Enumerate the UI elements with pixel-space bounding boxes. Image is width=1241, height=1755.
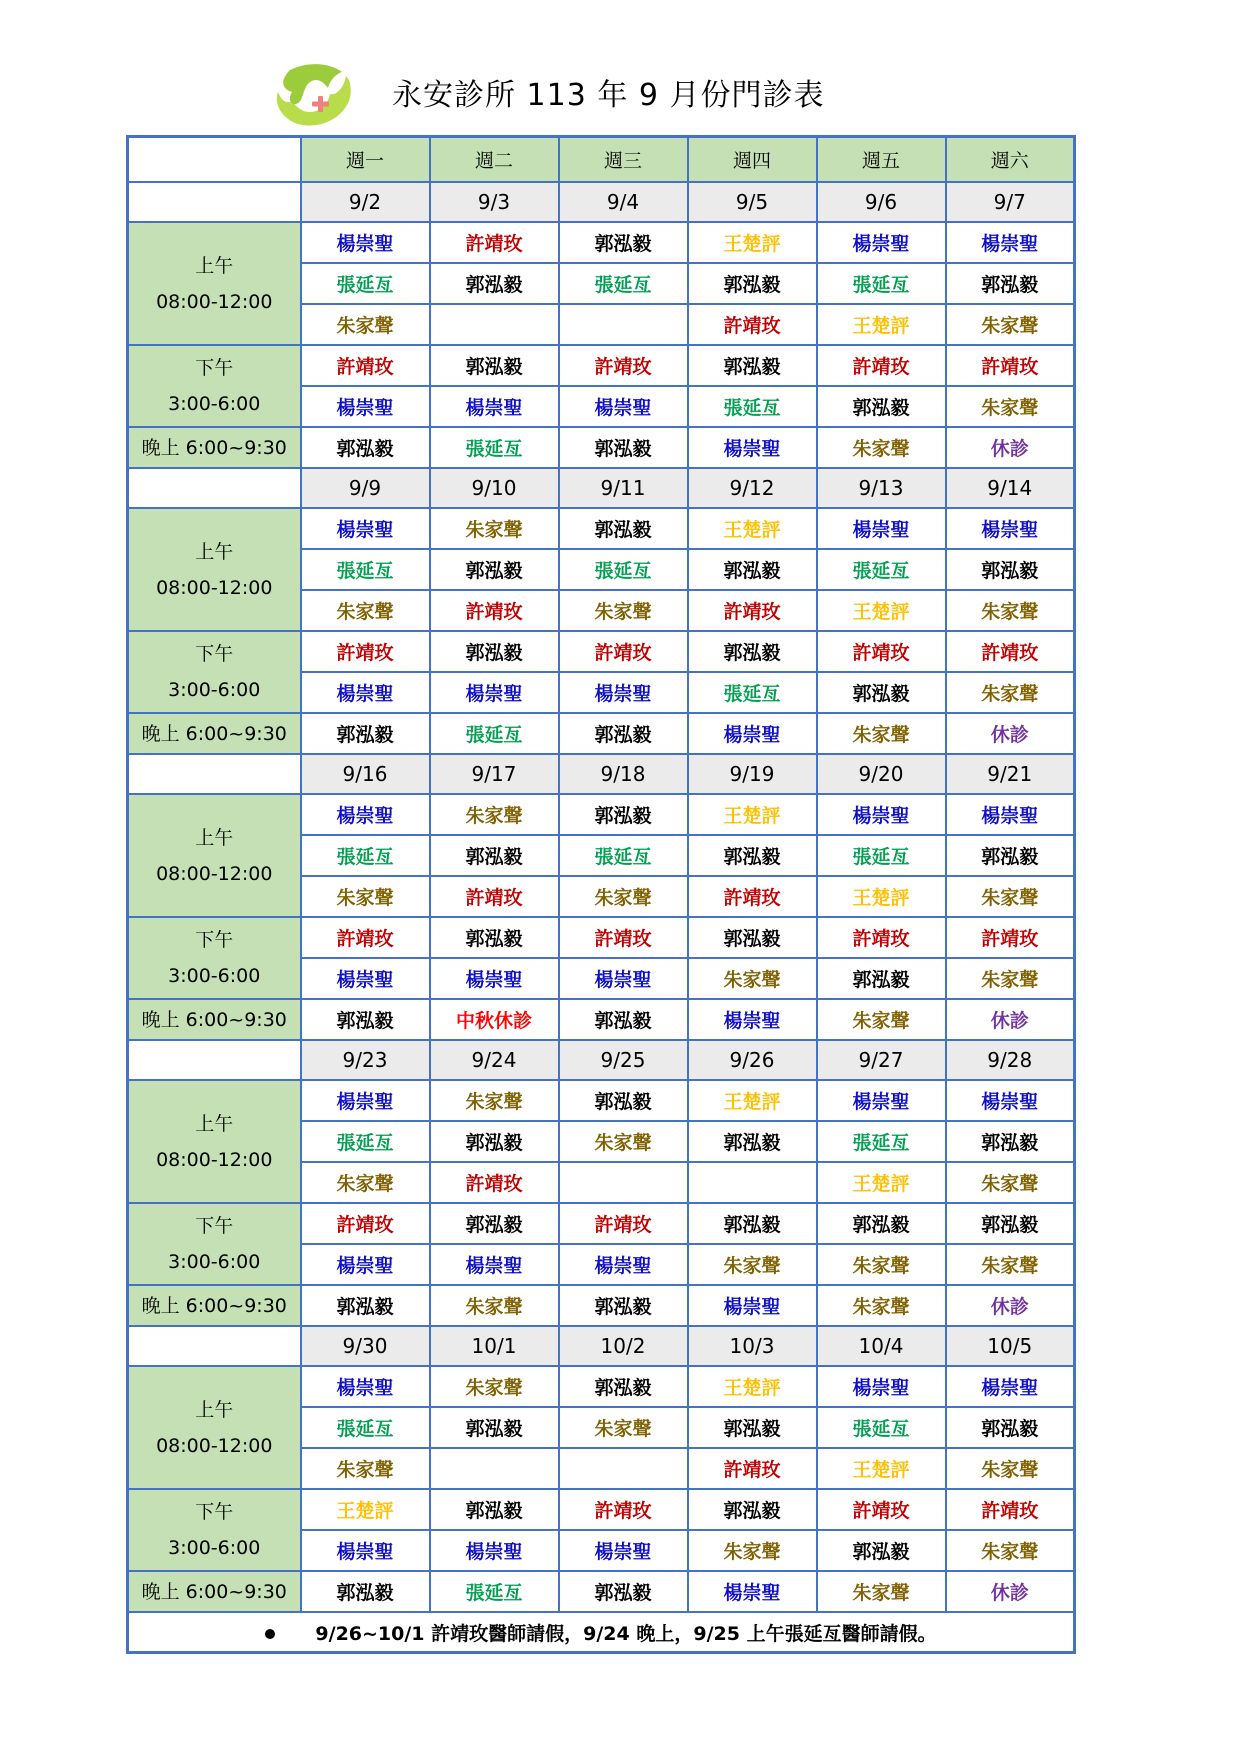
doctor-cell: 郭泓毅 xyxy=(430,835,559,876)
afternoon-time: 3:00-6:00 xyxy=(168,393,261,415)
date-cell: 9/3 xyxy=(430,182,559,222)
date-cell: 9/28 xyxy=(946,1040,1075,1080)
doctor-cell: 郭泓毅 xyxy=(430,1407,559,1448)
doctor-cell: 郭泓毅 xyxy=(559,222,688,263)
doctor-cell: 朱家聲 xyxy=(817,427,946,468)
doctor-cell: 許靖玫 xyxy=(301,1203,430,1244)
evening-slot-label: 晚上 6:00~9:30 xyxy=(128,427,301,468)
schedule-row xyxy=(128,222,1075,263)
doctor-cell: 楊崇聖 xyxy=(817,1080,946,1121)
date-cell: 9/6 xyxy=(817,182,946,222)
date-row xyxy=(128,754,1075,794)
doctor-cell: 郭泓毅 xyxy=(946,1203,1075,1244)
doctor-cell: 郭泓毅 xyxy=(430,1489,559,1530)
morning-time: 08:00-12:00 xyxy=(156,576,273,599)
afternoon-time: 3:00-6:00 xyxy=(168,1537,261,1559)
doctor-cell: 郭泓毅 xyxy=(946,549,1075,590)
doctor-cell: 朱家聲 xyxy=(946,590,1075,631)
doctor-cell: 郭泓毅 xyxy=(946,1121,1075,1162)
doctor-cell: 郭泓毅 xyxy=(430,263,559,304)
doctor-cell: 許靖玫 xyxy=(817,631,946,672)
afternoon-label: 下午 xyxy=(195,643,234,665)
doctor-cell: 楊崇聖 xyxy=(559,1244,688,1285)
afternoon-time: 3:00-6:00 xyxy=(168,679,261,701)
doctor-cell: 楊崇聖 xyxy=(559,1530,688,1571)
bullet-icon xyxy=(265,1629,275,1639)
doctor-cell: 楊崇聖 xyxy=(688,999,817,1040)
doctor-cell: 朱家聲 xyxy=(946,1162,1075,1203)
schedule-row xyxy=(128,1285,1075,1326)
weekday-header-row xyxy=(128,137,1075,183)
morning-time: 08:00-12:00 xyxy=(156,1434,273,1457)
doctor-cell: 許靖玫 xyxy=(430,590,559,631)
doctor-cell: 郭泓毅 xyxy=(301,1571,430,1612)
doctor-cell: 郭泓毅 xyxy=(946,835,1075,876)
date-cell: 9/12 xyxy=(688,468,817,508)
afternoon-label: 下午 xyxy=(195,357,234,379)
doctor-cell: 郭泓毅 xyxy=(430,1121,559,1162)
doctor-cell: 張延亙 xyxy=(301,1407,430,1448)
date-cell: 9/21 xyxy=(946,754,1075,794)
doctor-cell: 郭泓毅 xyxy=(559,1571,688,1612)
doctor-cell: 郭泓毅 xyxy=(301,1285,430,1326)
doctor-cell: 許靖玫 xyxy=(430,1162,559,1203)
date-cell: 9/10 xyxy=(430,468,559,508)
doctor-cell: 朱家聲 xyxy=(301,590,430,631)
doctor-cell: 許靖玫 xyxy=(301,345,430,386)
doctor-cell: 郭泓毅 xyxy=(688,1203,817,1244)
date-cell: 9/23 xyxy=(301,1040,430,1080)
schedule-row xyxy=(128,1571,1075,1612)
doctor-cell: 郭泓毅 xyxy=(688,917,817,958)
doctor-cell: 王楚評 xyxy=(688,222,817,263)
doctor-cell: 楊崇聖 xyxy=(688,1571,817,1612)
corner-cell xyxy=(128,137,301,183)
afternoon-label: 下午 xyxy=(195,1215,234,1237)
doctor-cell: 張延亙 xyxy=(430,427,559,468)
date-cell: 9/20 xyxy=(817,754,946,794)
date-row xyxy=(128,1040,1075,1080)
doctor-cell: 楊崇聖 xyxy=(946,1080,1075,1121)
date-cell: 9/11 xyxy=(559,468,688,508)
weekday-header: 週二 xyxy=(430,137,559,183)
doctor-cell xyxy=(559,304,688,345)
doctor-cell: 許靖玫 xyxy=(688,876,817,917)
doctor-cell: 楊崇聖 xyxy=(817,222,946,263)
doctor-cell: 楊崇聖 xyxy=(559,386,688,427)
doctor-cell: 許靖玫 xyxy=(301,917,430,958)
doctor-cell: 許靖玫 xyxy=(946,1489,1075,1530)
doctor-cell: 許靖玫 xyxy=(559,631,688,672)
footnote-text: 9/26~10/1 許靖玫醫師請假，9/24 晚上，9/25 上午張延亙醫師請假。 xyxy=(315,1622,937,1645)
doctor-cell: 楊崇聖 xyxy=(946,794,1075,835)
weekday-header: 週三 xyxy=(559,137,688,183)
schedule-row xyxy=(128,1080,1075,1121)
doctor-cell: 朱家聲 xyxy=(688,958,817,999)
doctor-cell: 休診 xyxy=(946,1285,1075,1326)
doctor-cell: 郭泓毅 xyxy=(559,427,688,468)
doctor-cell: 張延亙 xyxy=(559,263,688,304)
doctor-cell: 朱家聲 xyxy=(817,713,946,754)
doctor-cell: 朱家聲 xyxy=(946,1244,1075,1285)
doctor-cell: 郭泓毅 xyxy=(559,1366,688,1407)
doctor-cell: 王楚評 xyxy=(817,1162,946,1203)
doctor-cell: 張延亙 xyxy=(301,1121,430,1162)
schedule-row xyxy=(128,713,1075,754)
doctor-cell: 郭泓毅 xyxy=(688,1407,817,1448)
weekday-header: 週六 xyxy=(946,137,1075,183)
footnote-row xyxy=(128,1612,1075,1653)
date-cell: 10/3 xyxy=(688,1326,817,1366)
doctor-cell: 郭泓毅 xyxy=(688,1121,817,1162)
doctor-cell: 朱家聲 xyxy=(559,1121,688,1162)
doctor-cell: 王楚評 xyxy=(688,794,817,835)
doctor-cell: 郭泓毅 xyxy=(817,672,946,713)
morning-slot-label xyxy=(128,222,301,345)
doctor-cell: 許靖玫 xyxy=(688,304,817,345)
doctor-cell: 楊崇聖 xyxy=(301,1244,430,1285)
doctor-cell: 郭泓毅 xyxy=(301,999,430,1040)
date-row-label-cell xyxy=(128,468,301,508)
date-cell: 9/2 xyxy=(301,182,430,222)
date-cell: 10/4 xyxy=(817,1326,946,1366)
morning-slot-label xyxy=(128,794,301,917)
doctor-cell: 許靖玫 xyxy=(559,345,688,386)
afternoon-slot-label xyxy=(128,631,301,713)
doctor-cell: 郭泓毅 xyxy=(559,999,688,1040)
date-cell: 10/1 xyxy=(430,1326,559,1366)
morning-slot-label xyxy=(128,508,301,631)
doctor-cell: 郭泓毅 xyxy=(559,508,688,549)
doctor-cell: 許靖玫 xyxy=(946,631,1075,672)
doctor-cell: 許靖玫 xyxy=(817,1489,946,1530)
doctor-cell: 朱家聲 xyxy=(817,999,946,1040)
page-title: 永安診所 113 年 9 月份門診表 xyxy=(392,78,825,113)
doctor-cell: 朱家聲 xyxy=(817,1244,946,1285)
doctor-cell: 張延亙 xyxy=(301,835,430,876)
doctor-cell: 楊崇聖 xyxy=(301,222,430,263)
date-cell: 9/14 xyxy=(946,468,1075,508)
doctor-cell: 許靖玫 xyxy=(301,631,430,672)
doctor-cell: 楊崇聖 xyxy=(430,958,559,999)
doctor-cell: 許靖玫 xyxy=(817,345,946,386)
doctor-cell: 郭泓毅 xyxy=(559,1285,688,1326)
doctor-cell: 郭泓毅 xyxy=(817,1203,946,1244)
doctor-cell: 楊崇聖 xyxy=(817,1366,946,1407)
doctor-cell: 張延亙 xyxy=(559,835,688,876)
doctor-cell: 王楚評 xyxy=(688,1366,817,1407)
doctor-cell: 王楚評 xyxy=(688,1080,817,1121)
doctor-cell: 朱家聲 xyxy=(946,1530,1075,1571)
doctor-cell: 朱家聲 xyxy=(817,1285,946,1326)
doctor-cell: 郭泓毅 xyxy=(817,1530,946,1571)
doctor-cell: 許靖玫 xyxy=(559,917,688,958)
morning-time: 08:00-12:00 xyxy=(156,290,273,313)
doctor-cell: 楊崇聖 xyxy=(559,672,688,713)
doctor-cell: 郭泓毅 xyxy=(430,345,559,386)
date-cell: 9/9 xyxy=(301,468,430,508)
doctor-cell: 楊崇聖 xyxy=(946,222,1075,263)
doctor-cell: 休診 xyxy=(946,713,1075,754)
doctor-cell: 楊崇聖 xyxy=(301,672,430,713)
morning-time: 08:00-12:00 xyxy=(156,862,273,885)
date-cell: 9/13 xyxy=(817,468,946,508)
doctor-cell: 朱家聲 xyxy=(301,876,430,917)
schedule-row xyxy=(128,1366,1075,1407)
morning-label: 上午 xyxy=(195,254,234,277)
doctor-cell: 郭泓毅 xyxy=(430,917,559,958)
doctor-cell xyxy=(688,1162,817,1203)
doctor-cell: 張延亙 xyxy=(817,835,946,876)
doctor-cell: 許靖玫 xyxy=(946,345,1075,386)
date-row-label-cell xyxy=(128,754,301,794)
doctor-cell xyxy=(559,1162,688,1203)
evening-slot-label: 晚上 6:00~9:30 xyxy=(128,713,301,754)
doctor-cell: 許靖玫 xyxy=(688,590,817,631)
doctor-cell: 郭泓毅 xyxy=(946,1407,1075,1448)
doctor-cell: 許靖玫 xyxy=(946,917,1075,958)
doctor-cell: 許靖玫 xyxy=(430,222,559,263)
date-cell: 9/16 xyxy=(301,754,430,794)
afternoon-time: 3:00-6:00 xyxy=(168,1251,261,1273)
weekday-header: 週四 xyxy=(688,137,817,183)
doctor-cell: 張延亙 xyxy=(817,1121,946,1162)
doctor-cell: 朱家聲 xyxy=(946,304,1075,345)
doctor-cell: 中秋休診 xyxy=(430,999,559,1040)
doctor-cell: 楊崇聖 xyxy=(688,1285,817,1326)
doctor-cell: 郭泓毅 xyxy=(688,263,817,304)
date-cell: 9/17 xyxy=(430,754,559,794)
doctor-cell: 楊崇聖 xyxy=(430,1244,559,1285)
doctor-cell: 朱家聲 xyxy=(430,1285,559,1326)
doctor-cell: 郭泓毅 xyxy=(817,958,946,999)
doctor-cell: 朱家聲 xyxy=(559,590,688,631)
doctor-cell: 朱家聲 xyxy=(430,794,559,835)
doctor-cell xyxy=(430,304,559,345)
doctor-cell: 楊崇聖 xyxy=(301,958,430,999)
doctor-cell: 朱家聲 xyxy=(817,1571,946,1612)
doctor-cell: 朱家聲 xyxy=(430,508,559,549)
doctor-cell: 郭泓毅 xyxy=(559,1080,688,1121)
doctor-cell: 休診 xyxy=(946,999,1075,1040)
date-row-label-cell xyxy=(128,1040,301,1080)
doctor-cell: 楊崇聖 xyxy=(817,794,946,835)
date-cell: 9/26 xyxy=(688,1040,817,1080)
doctor-cell: 楊崇聖 xyxy=(301,1530,430,1571)
doctor-cell: 朱家聲 xyxy=(688,1244,817,1285)
afternoon-label: 下午 xyxy=(195,1501,234,1523)
schedule-row xyxy=(128,1203,1075,1244)
doctor-cell: 許靖玫 xyxy=(817,917,946,958)
doctor-cell: 楊崇聖 xyxy=(946,508,1075,549)
doctor-cell: 許靖玫 xyxy=(430,876,559,917)
footnote-cell xyxy=(128,1612,1075,1653)
doctor-cell: 朱家聲 xyxy=(946,386,1075,427)
doctor-cell: 休診 xyxy=(946,427,1075,468)
clinic-schedule-table xyxy=(126,135,1076,1654)
doctor-cell: 楊崇聖 xyxy=(559,958,688,999)
evening-slot-label: 晚上 6:00~9:30 xyxy=(128,999,301,1040)
doctor-cell: 張延亙 xyxy=(559,549,688,590)
doctor-cell: 朱家聲 xyxy=(301,1448,430,1489)
schedule-row xyxy=(128,631,1075,672)
date-cell: 9/5 xyxy=(688,182,817,222)
doctor-cell: 王楚評 xyxy=(817,876,946,917)
afternoon-time: 3:00-6:00 xyxy=(168,965,261,987)
date-cell: 9/18 xyxy=(559,754,688,794)
morning-label: 上午 xyxy=(195,540,234,563)
doctor-cell: 張延亙 xyxy=(817,1407,946,1448)
doctor-cell: 楊崇聖 xyxy=(301,386,430,427)
morning-slot-label xyxy=(128,1366,301,1489)
doctor-cell: 楊崇聖 xyxy=(688,713,817,754)
doctor-cell: 郭泓毅 xyxy=(688,835,817,876)
morning-slot-label xyxy=(128,1080,301,1203)
date-cell: 9/30 xyxy=(301,1326,430,1366)
date-cell: 9/27 xyxy=(817,1040,946,1080)
doctor-cell: 楊崇聖 xyxy=(817,508,946,549)
doctor-cell: 許靖玫 xyxy=(688,1448,817,1489)
date-row xyxy=(128,468,1075,508)
date-cell: 9/7 xyxy=(946,182,1075,222)
doctor-cell: 朱家聲 xyxy=(430,1080,559,1121)
doctor-cell: 郭泓毅 xyxy=(688,345,817,386)
doctor-cell: 張延亙 xyxy=(688,386,817,427)
doctor-cell: 張延亙 xyxy=(817,549,946,590)
doctor-cell: 許靖玫 xyxy=(559,1203,688,1244)
doctor-cell: 楊崇聖 xyxy=(301,508,430,549)
doctor-cell: 朱家聲 xyxy=(301,304,430,345)
weekday-header: 週五 xyxy=(817,137,946,183)
doctor-cell: 郭泓毅 xyxy=(688,631,817,672)
date-row-label-cell xyxy=(128,1326,301,1366)
doctor-cell: 郭泓毅 xyxy=(946,263,1075,304)
morning-time: 08:00-12:00 xyxy=(156,1148,273,1171)
doctor-cell: 王楚評 xyxy=(688,508,817,549)
date-cell: 9/24 xyxy=(430,1040,559,1080)
doctor-cell: 張延亙 xyxy=(301,263,430,304)
doctor-cell: 楊崇聖 xyxy=(688,427,817,468)
evening-slot-label: 晚上 6:00~9:30 xyxy=(128,1571,301,1612)
doctor-cell: 楊崇聖 xyxy=(946,1366,1075,1407)
doctor-cell: 楊崇聖 xyxy=(301,1366,430,1407)
doctor-cell: 朱家聲 xyxy=(946,958,1075,999)
doctor-cell: 郭泓毅 xyxy=(559,713,688,754)
doctor-cell: 楊崇聖 xyxy=(301,1080,430,1121)
doctor-cell: 張延亙 xyxy=(688,672,817,713)
doctor-cell: 張延亙 xyxy=(430,713,559,754)
doctor-cell: 朱家聲 xyxy=(559,876,688,917)
doctor-cell: 郭泓毅 xyxy=(430,631,559,672)
doctor-cell: 張延亙 xyxy=(430,1571,559,1612)
doctor-cell: 王楚評 xyxy=(817,590,946,631)
doctor-cell: 王楚評 xyxy=(301,1489,430,1530)
doctor-cell: 朱家聲 xyxy=(688,1530,817,1571)
schedule-row xyxy=(128,345,1075,386)
doctor-cell: 楊崇聖 xyxy=(430,672,559,713)
schedule-row xyxy=(128,427,1075,468)
doctor-cell: 張延亙 xyxy=(301,549,430,590)
date-row xyxy=(128,1326,1075,1366)
date-cell: 10/5 xyxy=(946,1326,1075,1366)
morning-label: 上午 xyxy=(195,1398,234,1421)
doctor-cell: 朱家聲 xyxy=(430,1366,559,1407)
doctor-cell: 朱家聲 xyxy=(301,1162,430,1203)
doctor-cell: 朱家聲 xyxy=(946,876,1075,917)
morning-label: 上午 xyxy=(195,826,234,849)
schedule-row xyxy=(128,999,1075,1040)
clinic-logo-icon xyxy=(270,62,354,128)
afternoon-slot-label xyxy=(128,1203,301,1285)
doctor-cell: 郭泓毅 xyxy=(559,794,688,835)
doctor-cell: 郭泓毅 xyxy=(430,549,559,590)
schedule-row xyxy=(128,917,1075,958)
doctor-cell xyxy=(559,1448,688,1489)
doctor-cell: 楊崇聖 xyxy=(301,794,430,835)
date-row-label-cell xyxy=(128,182,301,222)
doctor-cell: 楊崇聖 xyxy=(430,386,559,427)
doctor-cell: 郭泓毅 xyxy=(817,386,946,427)
date-cell: 9/19 xyxy=(688,754,817,794)
doctor-cell: 許靖玫 xyxy=(559,1489,688,1530)
doctor-cell: 朱家聲 xyxy=(559,1407,688,1448)
date-cell: 9/4 xyxy=(559,182,688,222)
afternoon-slot-label xyxy=(128,345,301,427)
afternoon-label: 下午 xyxy=(195,929,234,951)
doctor-cell xyxy=(430,1448,559,1489)
doctor-cell: 張延亙 xyxy=(817,263,946,304)
doctor-cell: 郭泓毅 xyxy=(301,427,430,468)
morning-label: 上午 xyxy=(195,1112,234,1135)
doctor-cell: 休診 xyxy=(946,1571,1075,1612)
date-cell: 10/2 xyxy=(559,1326,688,1366)
weekday-header: 週一 xyxy=(301,137,430,183)
doctor-cell: 楊崇聖 xyxy=(430,1530,559,1571)
afternoon-slot-label xyxy=(128,1489,301,1571)
date-row xyxy=(128,182,1075,222)
doctor-cell: 郭泓毅 xyxy=(430,1203,559,1244)
evening-slot-label: 晚上 6:00~9:30 xyxy=(128,1285,301,1326)
doctor-cell: 郭泓毅 xyxy=(688,1489,817,1530)
doctor-cell: 郭泓毅 xyxy=(301,713,430,754)
date-cell: 9/25 xyxy=(559,1040,688,1080)
schedule-row xyxy=(128,1489,1075,1530)
doctor-cell: 王楚評 xyxy=(817,1448,946,1489)
doctor-cell: 朱家聲 xyxy=(946,1448,1075,1489)
afternoon-slot-label xyxy=(128,917,301,999)
doctor-cell: 朱家聲 xyxy=(946,672,1075,713)
schedule-row xyxy=(128,794,1075,835)
doctor-cell: 郭泓毅 xyxy=(688,549,817,590)
schedule-row xyxy=(128,508,1075,549)
doctor-cell: 王楚評 xyxy=(817,304,946,345)
